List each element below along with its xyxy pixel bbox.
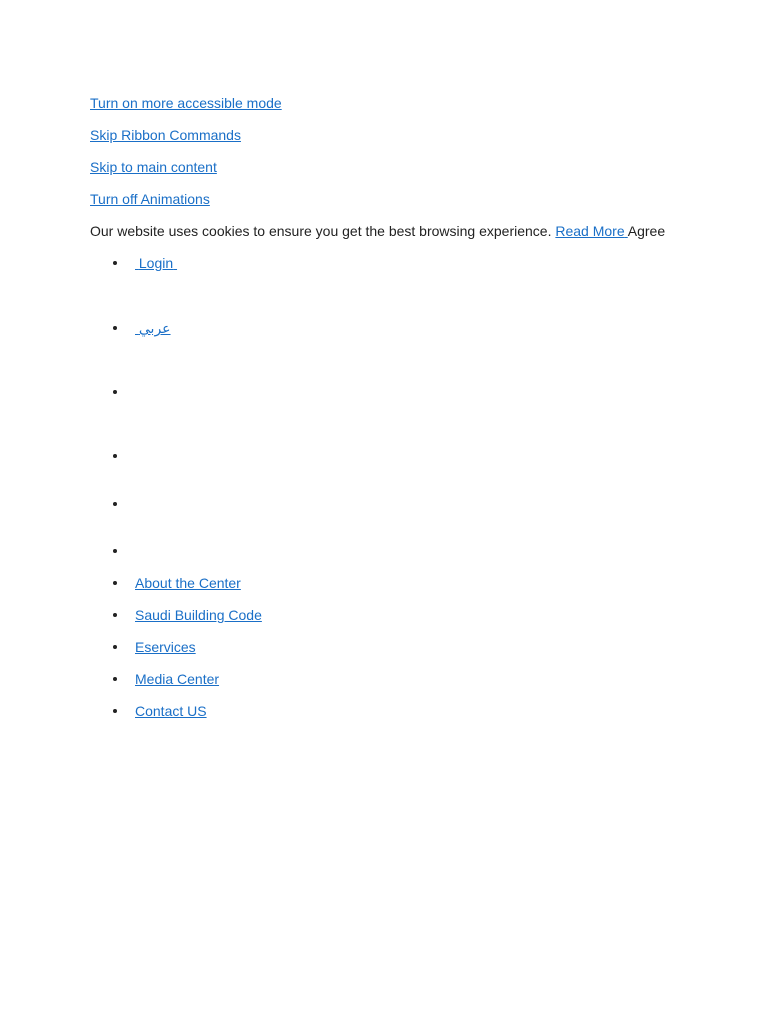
- bullet-icon: [113, 502, 117, 506]
- bullet-icon: [113, 390, 117, 394]
- agree-button[interactable]: Agree: [627, 223, 666, 239]
- bullet-icon: [113, 261, 117, 265]
- accessible-mode-link[interactable]: Turn on more accessible mode: [90, 95, 282, 111]
- cookie-banner: [90, 222, 665, 240]
- nav-link-media-center[interactable]: Media Center: [135, 671, 220, 687]
- language-link[interactable]: عربي: [138, 321, 171, 337]
- bullet-icon: [113, 645, 117, 649]
- nav-link-contact[interactable]: Contact US: [135, 703, 207, 719]
- bullet-icon: [113, 454, 117, 458]
- cookie-message: Our website uses cookies to ensure you get the best browsing experience.: [90, 223, 552, 239]
- bullet-icon: [113, 549, 117, 553]
- bullet-icon: [113, 326, 117, 330]
- nav-link-building-code[interactable]: Saudi Building Code: [135, 607, 262, 623]
- bullet-icon: [113, 581, 117, 585]
- skip-ribbon-link[interactable]: Skip Ribbon Commands: [90, 127, 241, 143]
- bullet-icon: [113, 709, 117, 713]
- nav-link-about[interactable]: About the Center: [135, 575, 241, 591]
- nav-link-eservices[interactable]: Eservices: [135, 639, 196, 655]
- login-link[interactable]: Login: [138, 255, 174, 271]
- skip-main-content-link[interactable]: Skip to main content: [90, 159, 217, 175]
- bullet-icon: [113, 677, 117, 681]
- read-more-link[interactable]: Read More: [555, 223, 625, 239]
- bullet-icon: [113, 613, 117, 617]
- turn-off-animations-link[interactable]: Turn off Animations: [90, 191, 210, 207]
